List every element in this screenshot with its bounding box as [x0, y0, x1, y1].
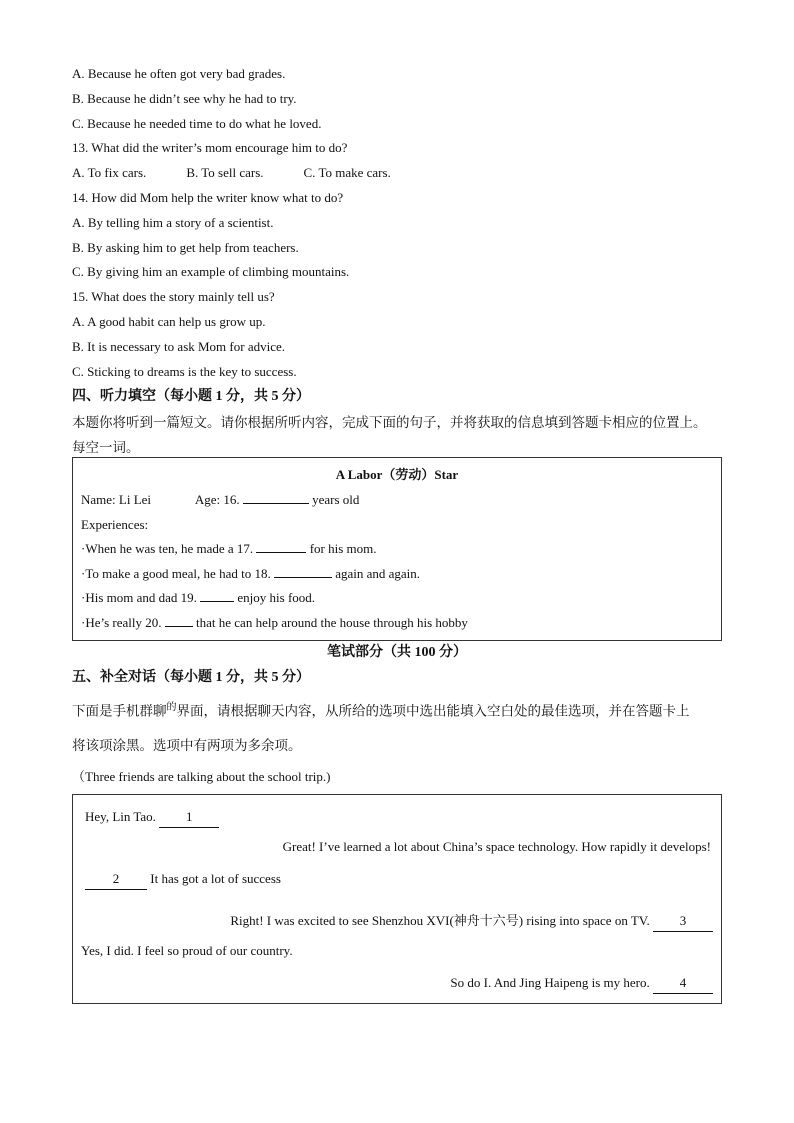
item-20-suffix: that he can help around the house through his hobby: [192, 614, 468, 630]
section5-instruction-2: 将该项涂黑。选项中有两项为多余项。: [72, 737, 302, 753]
item-19: [81, 586, 713, 611]
section5-context: （Three friends are talking about the school trip.): [72, 768, 331, 784]
section4-instruction-2: 每空一词。: [72, 440, 140, 456]
q12-option-b: B. Because he didn’t see why he had to try.: [72, 90, 297, 106]
section5-instruction-b: 的: [166, 702, 177, 713]
blank-20[interactable]: [165, 614, 193, 627]
item-17: [81, 537, 713, 562]
chat-message-1-text: Hey, Lin Tao.: [85, 809, 160, 824]
q15-option-b: B. It is necessary to ask Mom for advice.: [72, 338, 286, 354]
age-label: Age: 16.: [194, 492, 243, 507]
name-age-row: [81, 488, 713, 513]
q14-option-a: A. By telling him a story of a scientist.: [72, 214, 274, 230]
q14-option-b: B. By asking him to get help from teachers.: [72, 239, 299, 255]
item-18-suffix: again and again.: [331, 565, 421, 581]
q15-option-c: C. Sticking to dreams is the key to success.: [72, 363, 297, 379]
item-19-text: ·His mom and dad 19.: [81, 590, 201, 606]
section4-title: 四、听力填空（每小题 1 分，共 5 分）: [72, 389, 310, 405]
chat-message-3-text: It has got a lot of success: [147, 871, 281, 886]
q12-option-a: A. Because he often got very bad grades.: [72, 66, 286, 81]
section5-instruction-a: 下面是手机群聊: [72, 703, 167, 719]
q15-option-a: A. A good habit can help us grow up.: [72, 313, 266, 329]
chat-message-1: [85, 807, 219, 828]
section4-instruction-1: 本题你将听到一篇短文。请你根据所听内容，完成下面的句子，并将获取的信息填到答题卡相应的位置上。: [72, 415, 707, 431]
name-label: Name: Li Lei: [81, 492, 152, 507]
written-part-title: 笔试部分（共 100 分）: [327, 645, 467, 660]
chat-message-6: [450, 973, 713, 994]
q13-option-b: B. To sell cars.: [186, 165, 264, 181]
chat-message-4-text: Right! I was excited to see Shenzhou XVI(神舟十六号) rising into space on TV.: [230, 913, 653, 928]
section5-instruction-1: [72, 691, 722, 729]
blank-17[interactable]: [256, 540, 306, 553]
q12-option-c: C. Because he needed time to do what he loved.: [72, 115, 322, 131]
chat-box: [72, 794, 722, 1004]
item-17-text: ·When he was ten, he made a 17.: [81, 541, 257, 557]
q13-stem: 13. What did the writer’s mom encourage him to do?: [72, 140, 348, 156]
blank-19[interactable]: [200, 589, 234, 602]
chat-message-2: Great! I’ve learned a lot about China’s space technology. How rapidly it develops!: [282, 839, 711, 854]
item-18: [81, 562, 713, 587]
q13-option-a: A. To fix cars.: [72, 165, 147, 181]
q14-stem: 14. How did Mom help the writer know what to do?: [72, 189, 344, 205]
chat-blank-3[interactable]: 3: [653, 911, 713, 932]
age-suffix: years old: [308, 492, 360, 507]
section5-instruction-c: 界面，请根据聊天内容，从所给的选项中选出能填入空白处的最佳选项，并在答题卡上: [176, 703, 690, 719]
chat-message-6-text: So do I. And Jing Haipeng is my hero.: [450, 975, 653, 990]
chat-message-3: [85, 869, 281, 890]
section5-title: 五、补全对话（每小题 1 分，共 5 分）: [72, 670, 310, 685]
section5: [72, 665, 722, 791]
experiences-label: Experiences:: [81, 516, 149, 532]
item-19-suffix: enjoy his food.: [234, 590, 316, 606]
listening-fill-box: [72, 457, 722, 641]
item-18-text: ·To make a good meal, he had to 18.: [81, 565, 274, 581]
chat-blank-2[interactable]: 2: [85, 869, 147, 890]
item-20: [81, 611, 713, 636]
q13-option-c: C. To make cars.: [303, 165, 391, 181]
item-20-text: ·He’s really 20.: [81, 614, 165, 630]
labor-star-title: A Labor（劳动）Star: [335, 467, 459, 482]
q15-stem: 15. What does the story mainly tell us?: [72, 289, 275, 305]
item-17-suffix: for his mom.: [306, 541, 377, 557]
chat-message-5: Yes, I did. I feel so proud of our country.: [81, 943, 293, 958]
blank-16[interactable]: [243, 491, 309, 504]
q13-options: [72, 161, 722, 186]
chat-blank-1[interactable]: 1: [159, 807, 219, 828]
reading-questions: [72, 62, 722, 460]
q14-option-c: C. By giving him an example of climbing mountains.: [72, 264, 350, 280]
chat-message-4: [230, 911, 713, 932]
chat-blank-4[interactable]: 4: [653, 973, 713, 994]
blank-18[interactable]: [274, 565, 332, 578]
